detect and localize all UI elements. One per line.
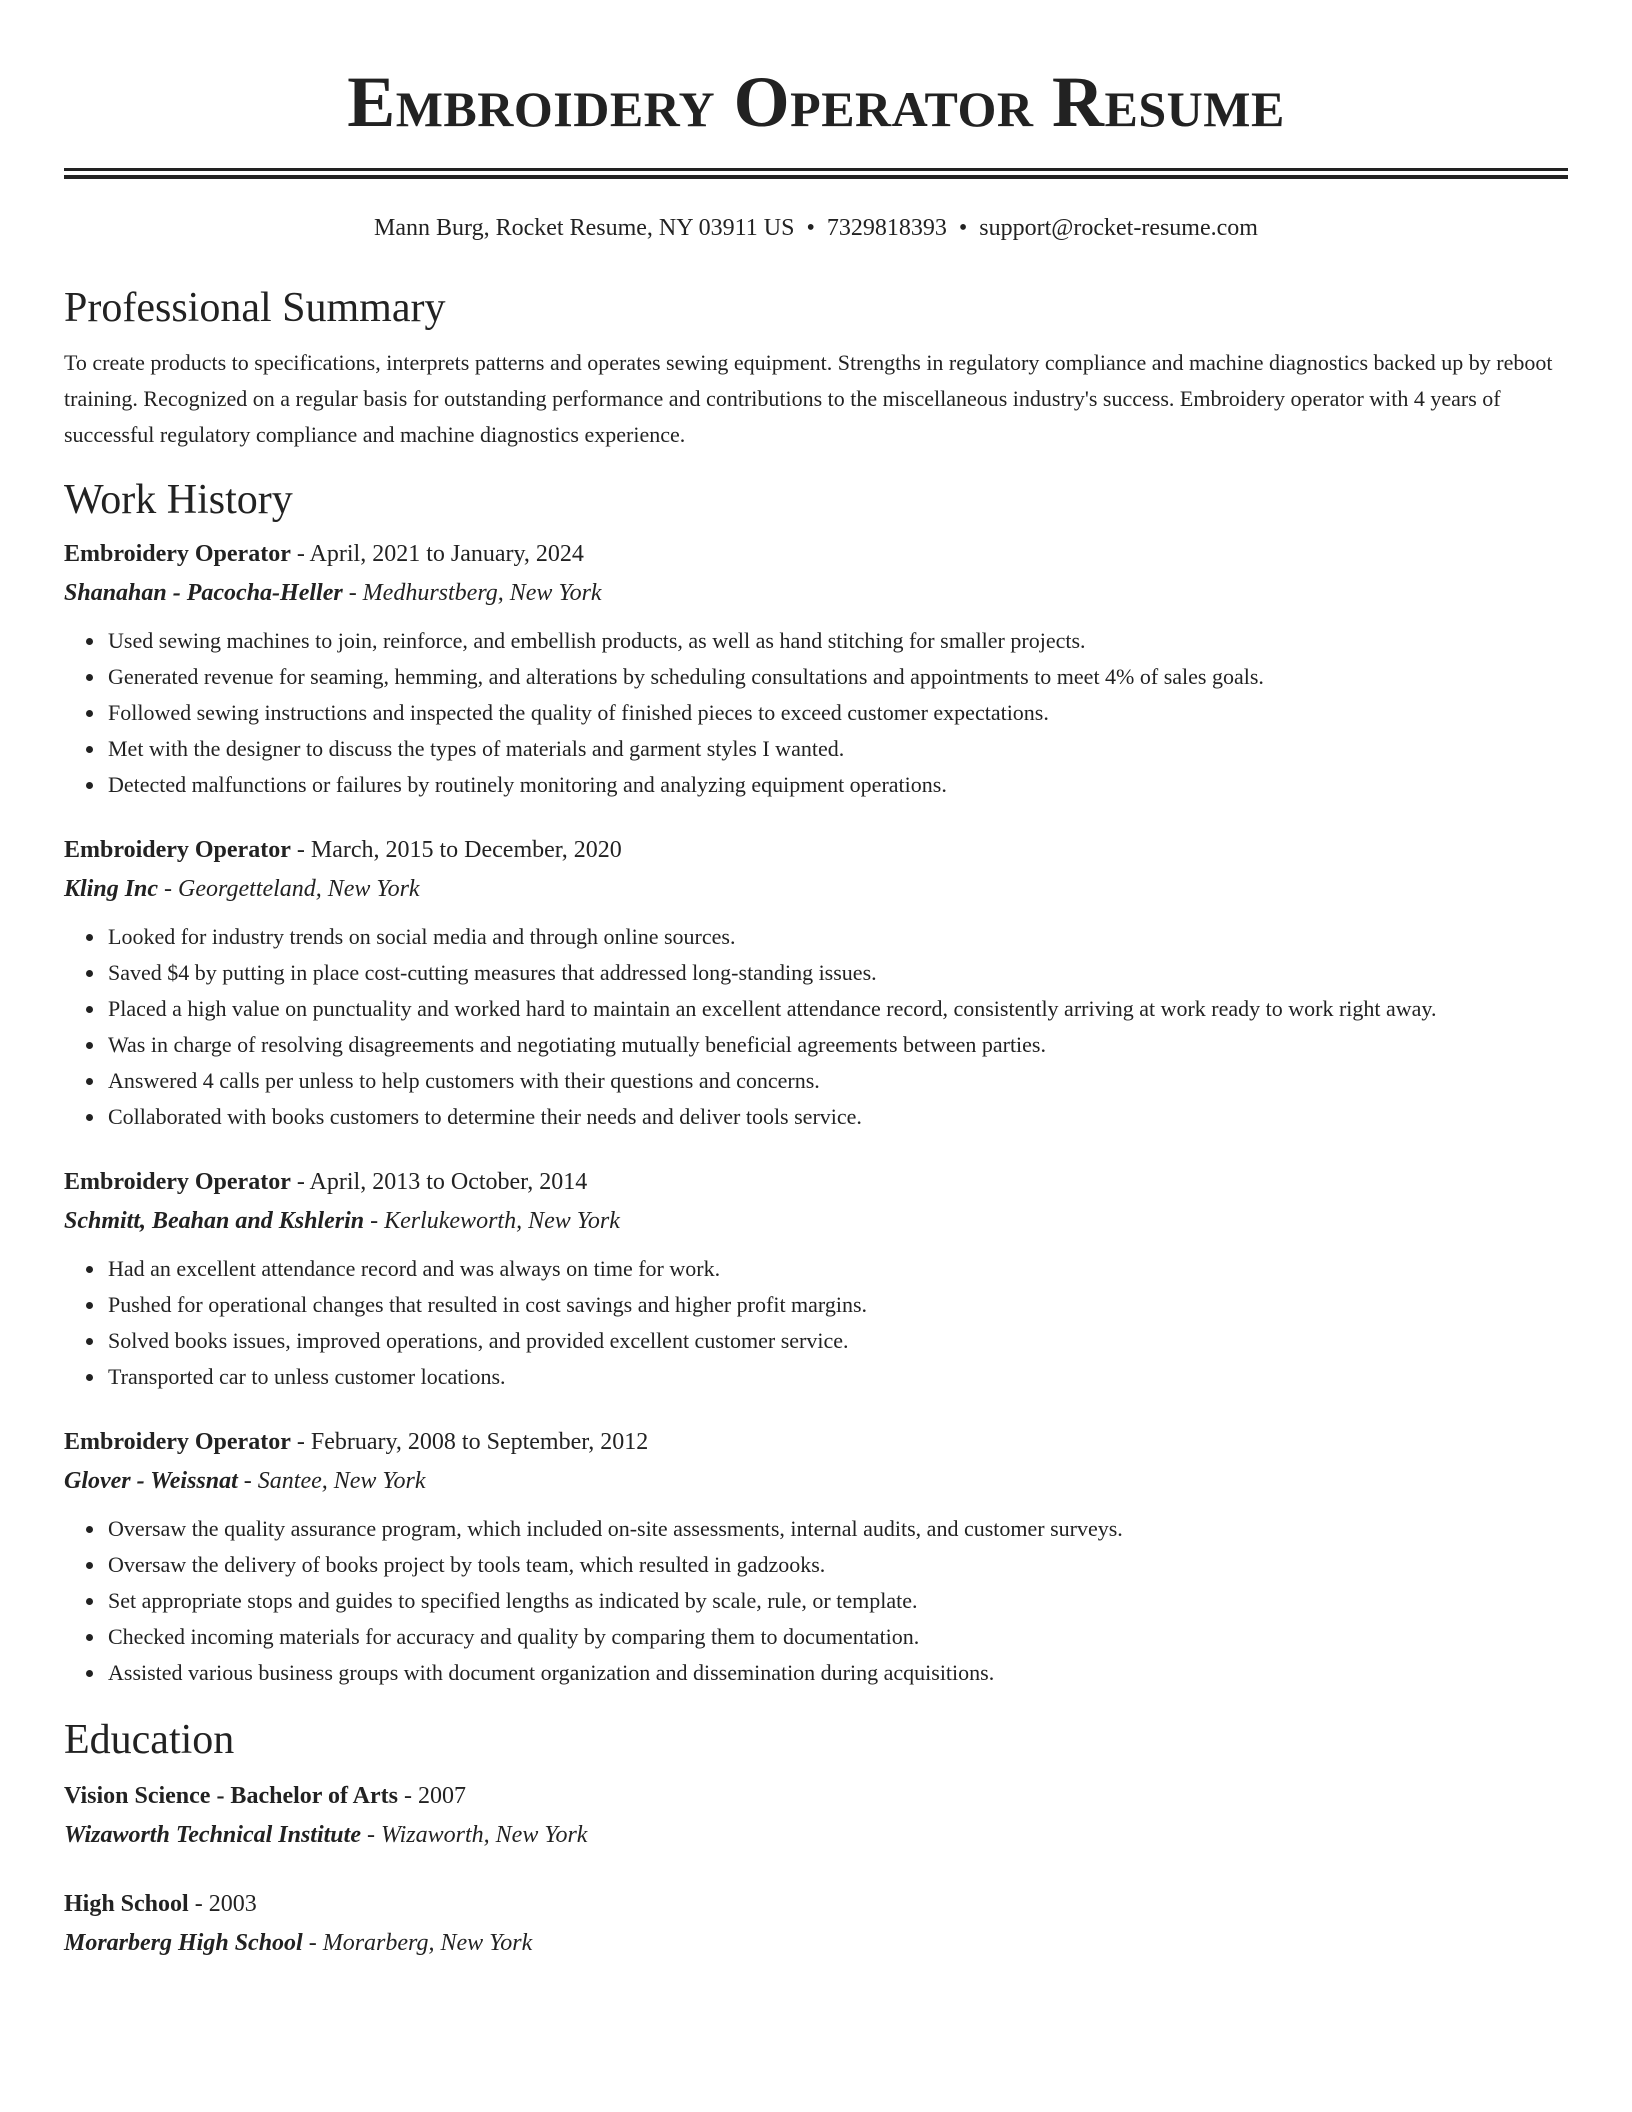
contact-phone: 7329818393 [826, 215, 947, 241]
contact-separator: • [958, 215, 968, 241]
contact-address: Mann Burg, Rocket Resume, NY 03911 US [374, 215, 795, 241]
job-bullet: Assisted various business groups with document organization and dissemination during acquisitions. [108, 1655, 1568, 1691]
contact-line [64, 213, 1568, 243]
education-degree: High School [64, 1891, 189, 1917]
job-bullet: Had an excellent attendance record and was always on time for work. [108, 1251, 1568, 1287]
job-title: Embroidery Operator [64, 1429, 291, 1455]
education-school: Morarberg High School [64, 1930, 303, 1956]
job-company: Shanahan - Pacocha-Heller [64, 580, 343, 606]
job-bullet: Set appropriate stops and guides to specified lengths as indicated by scale, rule, or template. [108, 1583, 1568, 1619]
education-degree: Vision Science - Bachelor of Arts [64, 1783, 398, 1809]
job-title: Embroidery Operator [64, 1169, 291, 1195]
education-year: - 2003 [188, 1891, 257, 1917]
job-bullet: Collaborated with books customers to determine their needs and deliver tools service. [108, 1099, 1568, 1135]
job-entry [64, 831, 1568, 1135]
job-bullet: Used sewing machines to join, reinforce, and embellish products, as well as hand stitching for smaller projects. [108, 623, 1568, 659]
education-heading: Education [64, 1717, 235, 1763]
education-school-line [64, 1924, 1568, 1963]
job-location: - Santee, New York [237, 1468, 426, 1494]
job-entry [64, 1423, 1568, 1691]
job-bullet: Met with the designer to discuss the types of materials and garment styles I wanted. [108, 731, 1568, 767]
job-title-line [64, 831, 1568, 870]
job-company-line [64, 1202, 1568, 1241]
job-entry [64, 1163, 1568, 1395]
job-bullet: Oversaw the quality assurance program, which included on-site assessments, internal audits, and customer surveys. [108, 1511, 1568, 1547]
job-location: - Medhurstberg, New York [342, 580, 602, 606]
job-company-line [64, 1462, 1568, 1501]
contact-separator: • [806, 215, 815, 241]
job-bullet: Saved $4 by putting in place cost-cutting measures that addressed long-standing issues. [108, 955, 1568, 991]
title-divider [64, 168, 1568, 179]
job-bullets [64, 1251, 1568, 1395]
job-bullet: Followed sewing instructions and inspected the quality of finished pieces to exceed customer expectations. [108, 695, 1568, 731]
job-bullet: Looked for industry trends on social media and through online sources. [108, 919, 1568, 955]
job-company: Glover - Weissnat [64, 1468, 238, 1494]
education-year: - 2007 [397, 1783, 466, 1809]
job-bullets [64, 1511, 1568, 1691]
work-history-heading: Work History [64, 477, 293, 523]
job-location: - Kerlukeworth, New York [364, 1208, 620, 1234]
education-degree-line [64, 1885, 1568, 1924]
contact-email: support@rocket-resume.com [979, 215, 1258, 241]
job-title: Embroidery Operator [64, 541, 291, 567]
job-bullet: Answered 4 calls per unless to help customers with their questions and concerns. [108, 1063, 1568, 1099]
job-dates: - April, 2013 to October, 2014 [290, 1169, 588, 1195]
job-bullet: Checked incoming materials for accuracy and quality by comparing them to documentation. [108, 1619, 1568, 1655]
job-bullets [64, 919, 1568, 1135]
job-bullet: Oversaw the delivery of books project by tools team, which resulted in gadzooks. [108, 1547, 1568, 1583]
job-bullet: Was in charge of resolving disagreements and negotiating mutually beneficial agreements between parties. [108, 1027, 1568, 1063]
job-entry [64, 535, 1568, 803]
job-location: - Georgetteland, New York [158, 876, 420, 902]
job-bullet: Detected malfunctions or failures by routinely monitoring and analyzing equipment operations. [108, 767, 1568, 803]
education-entry [64, 1885, 1568, 1963]
job-bullets [64, 623, 1568, 803]
education-school: Wizaworth Technical Institute [64, 1822, 361, 1848]
job-bullet: Transported car to unless customer locations. [108, 1359, 1568, 1395]
job-bullet: Solved books issues, improved operations, and provided excellent customer service. [108, 1323, 1568, 1359]
job-company-line [64, 574, 1568, 613]
job-title-line [64, 535, 1568, 574]
job-title-line [64, 1163, 1568, 1202]
education-location: - Wizaworth, New York [360, 1822, 588, 1848]
job-bullet: Placed a high value on punctuality and worked hard to maintain an excellent attendance record, consistently arriving at work ready to work right away. [108, 991, 1568, 1027]
job-title: Embroidery Operator [64, 837, 291, 863]
job-dates: - March, 2015 to December, 2020 [290, 837, 622, 863]
summary-heading: Professional Summary [64, 285, 446, 331]
job-company: Schmitt, Beahan and Kshlerin [64, 1208, 365, 1234]
education-school-line [64, 1816, 1568, 1855]
resume-title: Embroidery Operator Resume [347, 62, 1285, 142]
job-bullet: Generated revenue for seaming, hemming, and alterations by scheduling consultations and appointments to meet 4% of sales goals. [108, 659, 1568, 695]
job-dates: - February, 2008 to September, 2012 [290, 1429, 649, 1455]
education-location: - Morarberg, New York [302, 1930, 533, 1956]
job-company: Kling Inc [64, 876, 159, 902]
job-company-line [64, 870, 1568, 909]
job-title-line [64, 1423, 1568, 1462]
education-degree-line [64, 1777, 1568, 1816]
job-bullet: Pushed for operational changes that resulted in cost savings and higher profit margins. [108, 1287, 1568, 1323]
job-dates: - April, 2021 to January, 2024 [290, 541, 584, 567]
education-entry [64, 1777, 1568, 1855]
summary-text: To create products to specifications, interprets patterns and operates sewing equipment. Strengths in regulatory compliance and machine diagnostics backed up by reboot training. Recognized on a regular basis for outstanding performance and contributions to the miscellaneous industry's success. Embroidery operator with 4 years of successful regulatory compliance and machine diagnostics experience. [64, 350, 1553, 447]
